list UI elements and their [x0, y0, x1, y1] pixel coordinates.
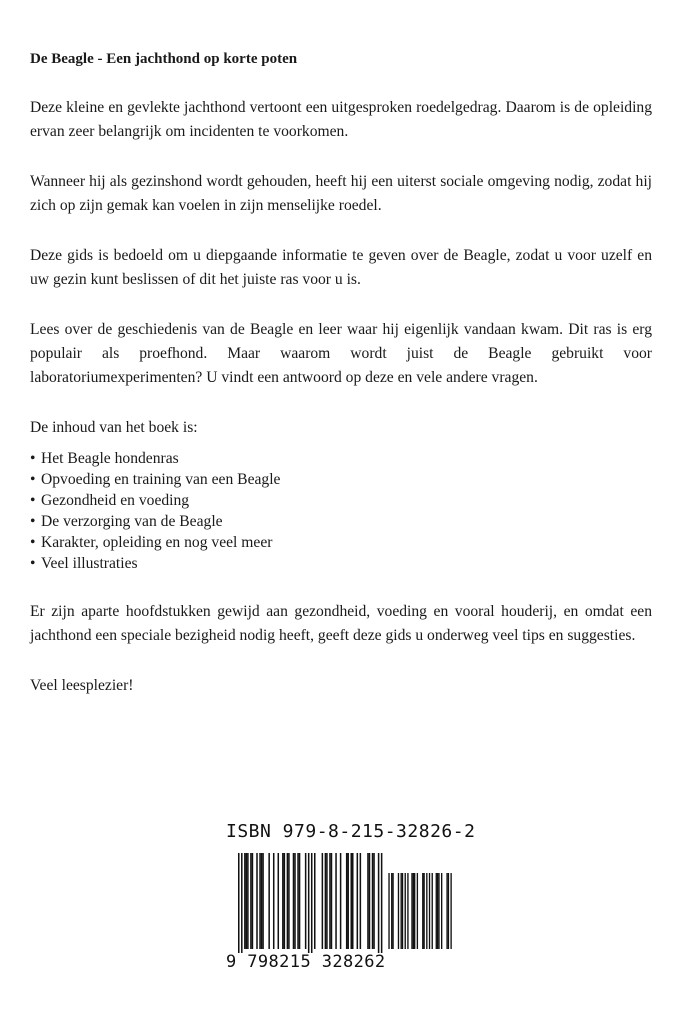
barcode-bar — [392, 873, 393, 949]
barcode-bar — [405, 873, 406, 949]
barcode-bar — [378, 853, 380, 953]
barcode-bar — [284, 853, 286, 949]
barcode-bar — [282, 853, 284, 949]
barcode-bar — [268, 853, 270, 949]
barcode-bar — [357, 853, 359, 949]
barcode-bar — [417, 873, 418, 949]
paragraph-2: Wanneer hij als gezinshond wordt gehouden, heeft hij een uiterst sociale omgeving nodig, zodat hij zich op zijn gemak kan voelen in zijn menselijke roedel. — [30, 173, 652, 214]
bullet-icon: • — [30, 534, 36, 551]
barcode-bar — [422, 873, 423, 949]
barcode-bar — [244, 853, 246, 949]
barcode-bar — [278, 853, 280, 949]
barcode-bar — [297, 853, 299, 949]
barcode-bar — [273, 853, 275, 949]
barcode-bar — [288, 853, 290, 949]
list-item-text: Gezondheid en voeding — [41, 492, 190, 509]
bullet-icon: • — [30, 555, 36, 572]
barcode-bar — [308, 853, 310, 953]
barcode-bar — [407, 873, 408, 949]
barcode-bar — [441, 873, 442, 949]
barcode-bar — [346, 853, 348, 949]
paragraph-3: Deze gids is bedoeld om u diepgaande informatie te geven over de Beagle, zodat u voor uzelf en uw gezin kunt beslissen of dit het juiste ras voor u is. — [30, 247, 652, 288]
barcode-digits: 9 798215 328262 — [226, 952, 386, 972]
barcode-bar — [322, 853, 324, 949]
barcode-bar — [329, 853, 331, 949]
barcode-bar — [381, 853, 383, 953]
barcode-bar — [438, 873, 439, 949]
bullet-icon: • — [30, 471, 36, 488]
paragraph-4: Lees over de geschiedenis van de Beagle en leer waar hij eigenlijk vandaan kwam. Dit ras is erg populair als proefhond. Maar waarom wordt juist de Beagle gebruikt voor laboratoriumexperimenten? U vindt een antwoord op deze en vele andere vragen. — [30, 321, 652, 386]
barcode-bar — [299, 853, 301, 949]
isbn-label: ISBN 979-8-215-32826-2 — [226, 821, 476, 842]
barcode-bar — [423, 873, 424, 949]
barcode-bar — [436, 873, 437, 949]
barcode-bar — [325, 853, 327, 949]
barcode-icon — [226, 849, 458, 953]
barcode-bar — [352, 853, 354, 949]
barcode-bar — [411, 873, 412, 949]
barcode-bar — [426, 873, 427, 949]
list-item — [30, 448, 652, 469]
bullet-icon: • — [30, 513, 36, 530]
barcode-bar — [261, 853, 263, 949]
barcode-bar — [401, 873, 402, 949]
barcode-bar — [429, 873, 430, 949]
barcode-bar — [238, 853, 240, 953]
barcode-bar — [326, 853, 328, 949]
barcode-bar — [294, 853, 296, 949]
barcode-bar — [450, 873, 451, 949]
isbn-barcode-block — [226, 821, 476, 972]
book-title: De Beagle - Een jachthond op korte poten — [30, 51, 298, 67]
list-item-text: Veel illustraties — [41, 555, 138, 572]
back-cover-text — [30, 48, 652, 724]
barcode-bar — [446, 873, 447, 949]
closing-paragraph: Er zijn aparte hoofdstukken gewijd aan gezondheid, voeding en vooral houderij, en omdat een jachthond een speciale bezigheid nodig heeft, geeft deze gids u onderweg veel tips en suggesties. — [30, 603, 652, 644]
barcode-bar — [413, 873, 414, 949]
list-item — [30, 553, 652, 574]
barcode-bar — [448, 873, 449, 949]
barcode-bar — [262, 853, 264, 949]
barcode-bar — [246, 853, 248, 949]
barcode-bar — [437, 873, 438, 949]
barcode-bar — [391, 873, 392, 949]
list-item — [30, 469, 652, 490]
barcode-bar — [311, 853, 313, 953]
list-item-text: Opvoeding en training van een Beagle — [41, 471, 281, 488]
list-item-text: Het Beagle hondenras — [41, 450, 179, 467]
barcode-bar — [252, 853, 254, 949]
bullet-icon: • — [30, 492, 36, 509]
barcode-bar — [398, 873, 399, 949]
contents-intro: De inhoud van het boek is: — [30, 419, 198, 436]
list-item-text: De verzorging van de Beagle — [41, 513, 223, 530]
barcode-bar — [340, 853, 342, 949]
list-item — [30, 532, 652, 553]
list-item-text: Karakter, opleiding en nog veel meer — [41, 534, 273, 551]
barcode-bar — [305, 853, 307, 949]
barcode-bar — [360, 853, 362, 949]
barcode-bar — [369, 853, 371, 949]
barcode-bar — [402, 873, 403, 949]
bullet-icon: • — [30, 450, 36, 467]
barcode-bar — [241, 853, 243, 953]
barcode-bar — [287, 853, 289, 949]
barcode-bar — [256, 853, 258, 949]
list-item — [30, 490, 652, 511]
barcode-bar — [247, 853, 249, 949]
barcode-bar — [367, 853, 369, 949]
signoff: Veel leesplezier! — [30, 677, 134, 694]
barcode-bar — [347, 853, 349, 949]
barcode-bar — [432, 873, 433, 949]
barcode-bar — [388, 873, 389, 949]
barcode-bar — [350, 853, 352, 949]
contents-list — [30, 448, 652, 574]
barcode-bar — [259, 853, 261, 949]
paragraph-1: Deze kleine en gevlekte jachthond vertoont een uitgesproken roedelgedrag. Daarom is de opleiding ervan zeer belangrijk om incidenten te voorkomen. — [30, 99, 652, 140]
barcode-bar — [372, 853, 374, 949]
barcode-bar — [314, 853, 316, 949]
barcode-bar — [293, 853, 295, 949]
list-item — [30, 511, 652, 532]
barcode-bar — [414, 873, 415, 949]
barcode-bar — [373, 853, 375, 949]
barcode-bar — [335, 853, 337, 949]
barcode-bar — [250, 853, 252, 949]
barcode-bar — [331, 853, 333, 949]
